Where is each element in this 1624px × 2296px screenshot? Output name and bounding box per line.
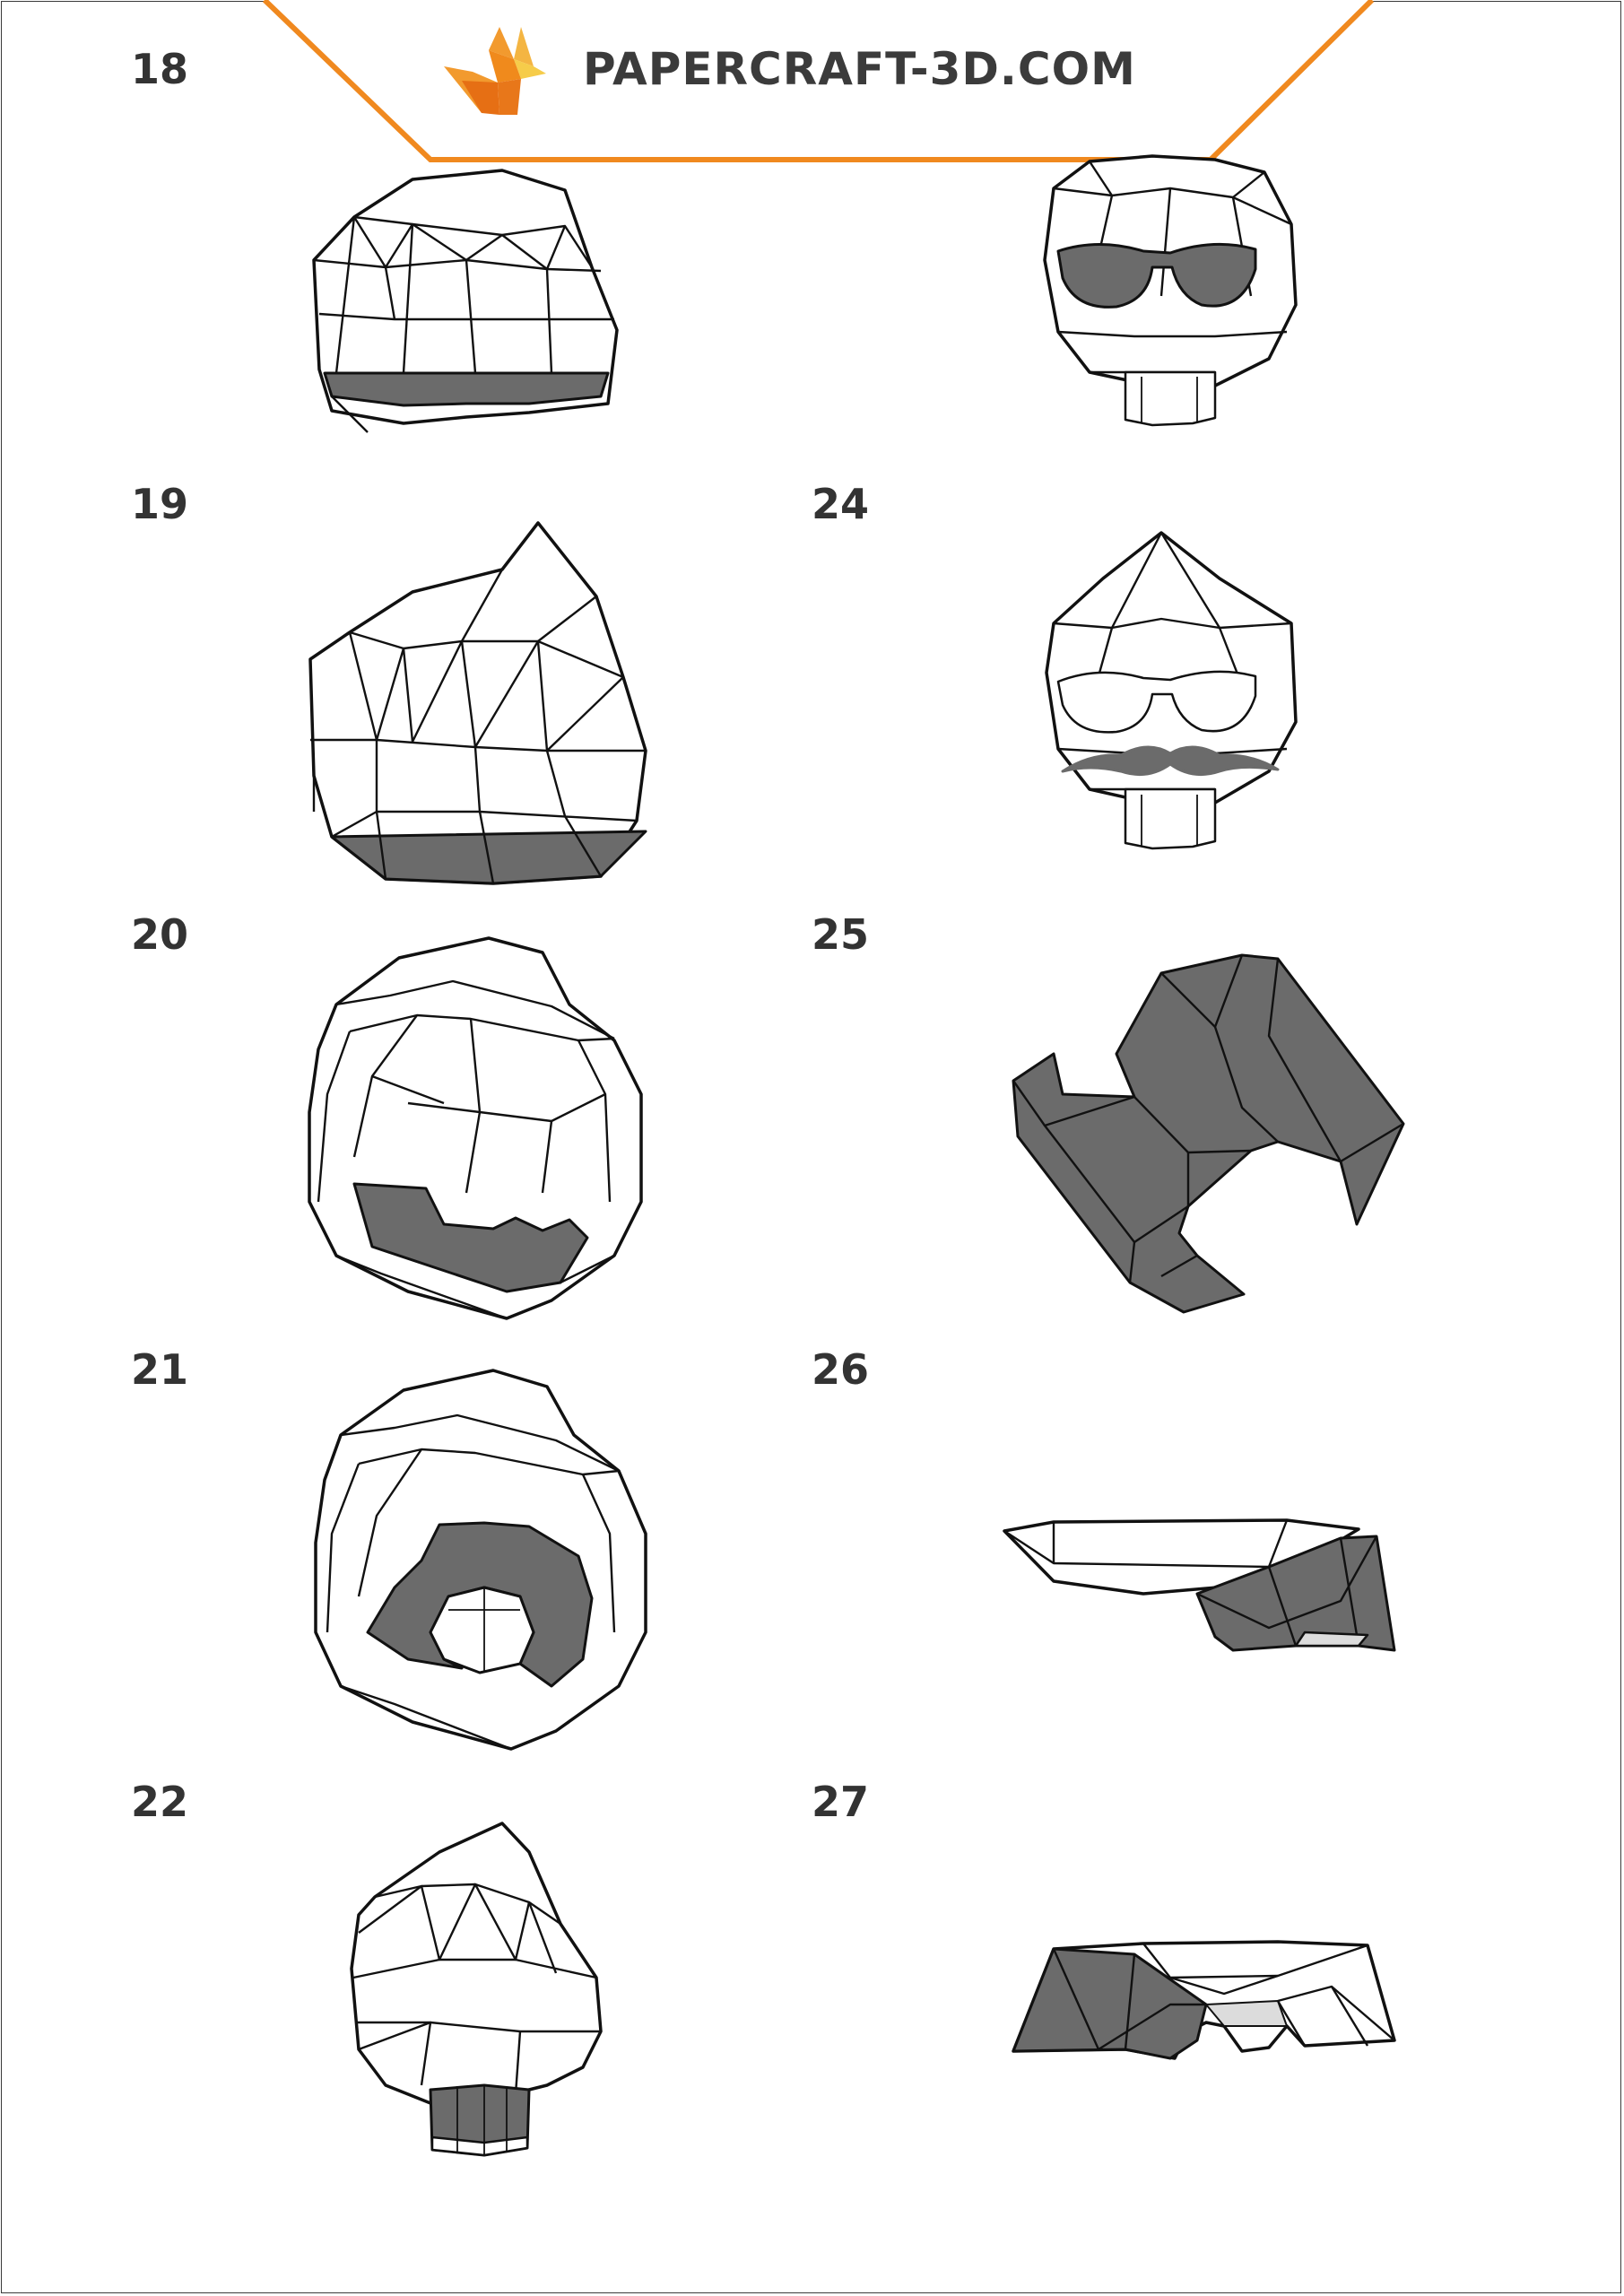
step-number-25: 25: [812, 910, 870, 959]
step-number-18: 18: [131, 45, 189, 93]
step-19-illustration: [296, 516, 655, 892]
step-number-19: 19: [131, 480, 189, 528]
step-18-illustration: [305, 161, 628, 439]
step-number-22: 22: [131, 1778, 189, 1826]
step-number-24: 24: [812, 480, 870, 528]
step-24-illustration: [1036, 529, 1305, 861]
step-number-26: 26: [812, 1345, 870, 1394]
step-25-illustration: [1009, 946, 1412, 1323]
step-20-illustration: [300, 933, 659, 1327]
step-22-illustration: [341, 1816, 628, 2175]
step-23-illustration: [1036, 152, 1305, 439]
step-number-21: 21: [131, 1345, 189, 1394]
step-number-20: 20: [131, 910, 189, 959]
step-21-illustration: [305, 1363, 664, 1758]
step-number-27: 27: [812, 1778, 870, 1826]
step-27-illustration: [1009, 1933, 1403, 2076]
step-26-illustration: [1000, 1511, 1412, 1664]
brand-name: PAPERCRAFT-3D.COM: [583, 43, 1136, 95]
origami-fox-icon: [435, 20, 550, 120]
